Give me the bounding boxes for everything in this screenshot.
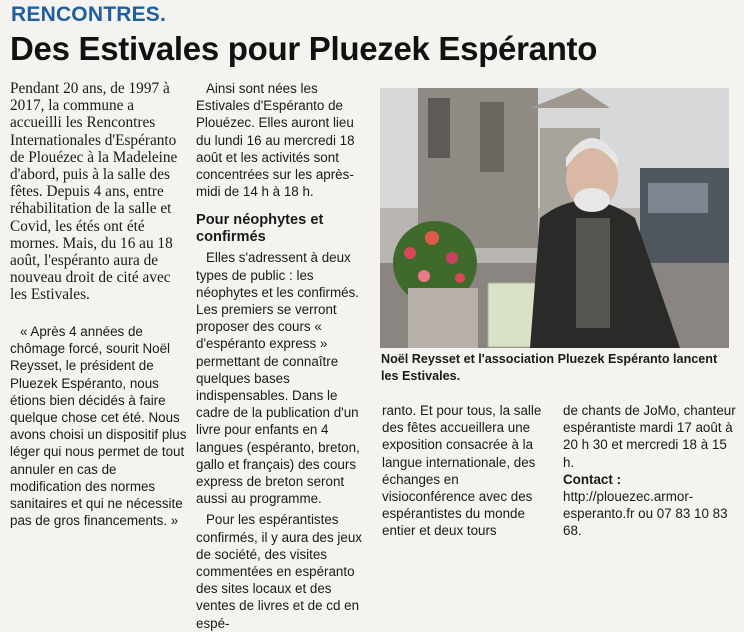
- col3-paragraph: ranto. Et pour tous, la salle des fêtes accueillera une exposition consacrée à la langue internationale, des échanges en visioconférence avec des espérantistes du monde entier et deux tours: [382, 403, 542, 539]
- col2-paragraph-3: Pour les espérantistes confirmés, il y aura des jeux de société, des visites commentées en espéranto des sites locaux et des ventes de livres et de cd en espé-: [196, 512, 362, 631]
- column-2: [196, 80, 368, 632]
- quote-paragraph: « Après 4 années de chômage forcé, sourit Noël Reysset, le président de Pluezek Espéranto, nous étions bien décidés à faire quelque chose cet été. Nous avons choisi un dispositif plus léger qui nous permet de tout annuler en cas de modification des normes sanitaires et qui ne nécessite pas de gros financements. »: [10, 324, 187, 529]
- contact-label: Contact :: [563, 471, 622, 487]
- photo-illustration: [380, 88, 729, 348]
- column-1-quote: [10, 323, 188, 529]
- section-kicker: RENCONTRES.: [11, 3, 167, 26]
- column-3: [382, 402, 554, 540]
- col2-paragraph-2: Elles s'adressent à deux types de public : les néophytes et les confirmés. Les premiers se verront proposer des cours « d'espéranto express » permettant de connaître quelques bases indispensables. Dans le cadre de la publication d'un livre pour enfants en 4 langues (espéranto, breton, gallo et français) des cours express de breton seront aussi au programme.: [196, 250, 360, 507]
- col2-paragraph-1: Ainsi sont nées les Estivales d'Espéranto de Plouézec. Elles auront lieu du lundi 16 au mercredi 18 août et les activités sont concentrées sur les après-midi de 14 h à 18 h.: [196, 81, 355, 200]
- article-headline: Des Estivales pour Pluezek Espéranto: [10, 30, 598, 67]
- col4-paragraph: de chants de JoMo, chanteur espérantiste mardi 17 août à 20 h 30 et mercredi 18 à 15 h.: [563, 403, 736, 470]
- lead-paragraph: Pendant 20 ans, de 1997 à 2017, la commune a accueilli les Rencontres Internationales d'Espéranto de Plouézec à la Madeleine d'abord, puis à la salle des fêtes. Depuis 4 ans, entre réhabilitation de la salle et Covid, les étés ont été mornes. Mais, du 16 au 18 août, l'espéranto aura de nouveau droit de cité avec les Estivales.: [10, 80, 178, 304]
- article-photo: [380, 88, 729, 348]
- article-lead: [10, 80, 188, 304]
- photo-caption: Noël Reysset et l'association Pluezek Espéranto lancent les Estivales.: [381, 352, 718, 383]
- subheading: Pour néophytes et confirmés: [196, 212, 324, 246]
- contact-line: [563, 471, 739, 540]
- column-4: [563, 402, 739, 540]
- contact-text: http://plouezec.armor-esperanto.fr ou 07 83 10 83 68.: [563, 489, 728, 539]
